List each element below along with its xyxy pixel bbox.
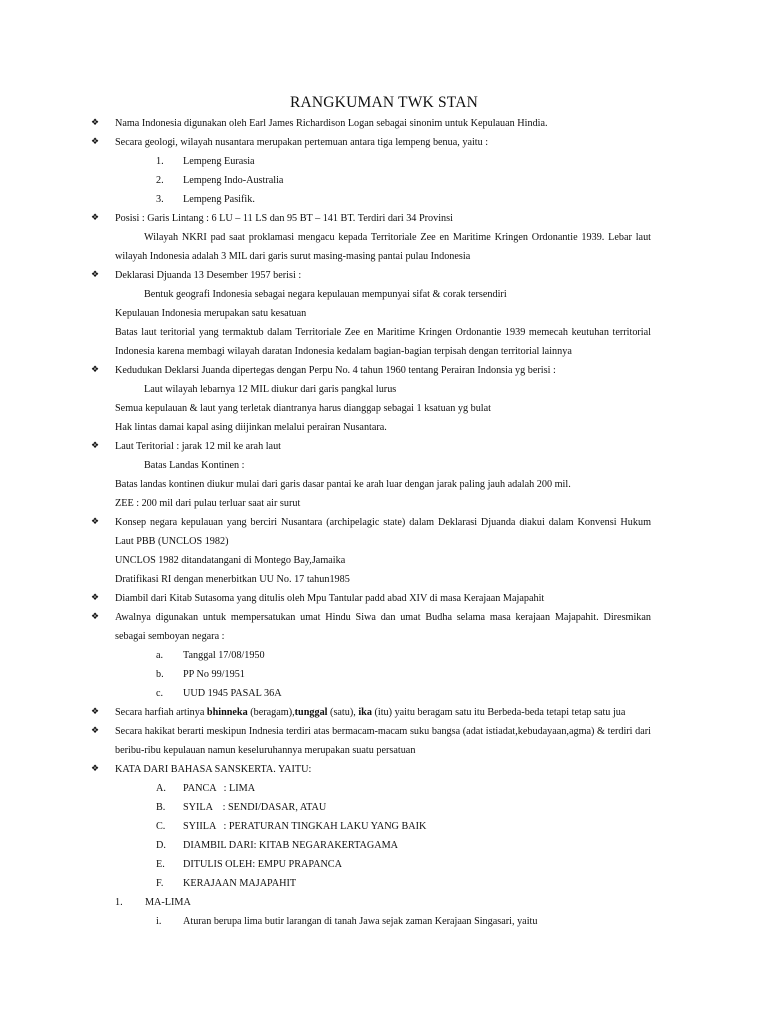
- item-text: Tanggal 17/08/1950: [183, 650, 265, 661]
- item-text: MA-LIMA: [145, 897, 191, 908]
- diamond-bullet-icon: ❖: [90, 441, 100, 451]
- bullet-text: Nama Indonesia digunakan oleh Earl James Richardison Logan sebagai sinonim untuk Kepulauan Hindia.: [115, 118, 548, 129]
- paragraph: Hak lintas damai kapal asing diijinkan melalui perairan Nusantara.: [115, 422, 387, 433]
- lettered-item: [115, 779, 651, 798]
- item-numeral: i.: [156, 916, 162, 927]
- diamond-bullet-icon: ❖: [90, 118, 100, 128]
- diamond-bullet-icon: ❖: [90, 726, 100, 736]
- item-text: SYILA : SENDI/DASAR, ATAU: [183, 802, 327, 813]
- diamond-bullet-icon: ❖: [90, 517, 100, 527]
- diamond-bullet-icon: ❖: [90, 365, 100, 375]
- text-run: Secara harfiah artinya: [115, 707, 207, 718]
- bullet-text: Deklarasi Djuanda 13 Desember 1957 berisi :: [115, 270, 302, 281]
- item-text: UUD 1945 PASAL 36A: [183, 688, 282, 699]
- bullet-item: [90, 608, 651, 646]
- paragraph: Batas laut teritorial yang termaktub dalam Territoriale Zee en Maritime Kringen Ordonantie 1939 memecah keutuhan territorial Indonesia karena membagi wilayah daratan Indonesia kedalam bagian-bagian terpisah dengan territorial lainnya: [115, 327, 651, 357]
- item-letter: a.: [156, 650, 164, 661]
- bullet-item: [90, 703, 651, 722]
- paragraph: Dratifikasi RI dengan menerbitkan UU No. 17 tahun1985: [115, 574, 350, 585]
- text-run: (beragam),: [247, 707, 295, 718]
- bold-term: bhinneka: [206, 707, 248, 718]
- item-letter: B.: [156, 802, 166, 813]
- numbered-item: [115, 171, 651, 190]
- item-text: DIAMBIL DARI: KITAB NEGARAKERTAGAMA: [183, 840, 398, 851]
- roman-item: [115, 912, 651, 931]
- bullet-text: Kedudukan Deklarsi Juanda dipertegas dengan Perpu No. 4 tahun 1960 tentang Perairan Indonsia yg berisi :: [115, 365, 556, 376]
- bullet-text: Laut Teritorial : jarak 12 mil ke arah laut: [115, 441, 281, 452]
- diamond-bullet-icon: ❖: [90, 270, 100, 280]
- bullet-item: [90, 513, 651, 551]
- lettered-item: [115, 836, 651, 855]
- bullet-item: [90, 114, 651, 133]
- bullet-item: [90, 760, 651, 779]
- bullet-text: [115, 707, 625, 718]
- numbered-heading: [115, 893, 651, 912]
- bullet-item: [90, 437, 651, 456]
- bullet-item: [90, 722, 651, 760]
- bullet-item: [90, 589, 651, 608]
- item-letter: b.: [156, 669, 164, 680]
- item-letter: E.: [156, 859, 165, 870]
- bullet-text: Awalnya digunakan untuk mempersatukan umat Hindu Siwa dan umat Budha selama masa kerajaan Majapahit. Diresmikan sebagai semboyan negara :: [115, 612, 651, 642]
- bold-term: tunggal: [294, 707, 328, 718]
- paragraph: Batas Landas Kontinen :: [144, 460, 245, 471]
- bullet-item: [90, 266, 651, 285]
- item-letter: C.: [156, 821, 166, 832]
- paragraph: Semua kepulauan & laut yang terletak diantranya harus dianggap sebagai 1 ksatuan yg bulat: [115, 403, 491, 414]
- item-text: PP No 99/1951: [183, 669, 245, 680]
- paragraph: Kepulauan Indonesia merupakan satu kesatuan: [115, 308, 307, 319]
- bullet-text: Diambil dari Kitab Sutasoma yang ditulis oleh Mpu Tantular padd abad XIV di masa Kerajaan Majapahit: [115, 593, 545, 604]
- item-number: 3.: [156, 194, 164, 205]
- numbered-item: [115, 152, 651, 171]
- lettered-item: [115, 665, 651, 684]
- lettered-item: [115, 874, 651, 893]
- item-text: DITULIS OLEH: EMPU PRAPANCA: [183, 859, 342, 870]
- diamond-bullet-icon: ❖: [90, 213, 100, 223]
- item-letter: A.: [156, 783, 166, 794]
- paragraph: Bentuk geografi Indonesia sebagai negara kepulauan mempunyai sifat & corak tersendiri: [144, 289, 507, 300]
- numbered-item: [115, 190, 651, 209]
- document-body: [90, 114, 651, 931]
- diamond-bullet-icon: ❖: [90, 707, 100, 717]
- bullet-text: Secara hakikat berarti meskipun Indnesia terdiri atas bermacam-macam suku bangsa (adat istiadat,kebudayaan,agma) & terdiri dari beribu-ribu kepulauan namun keseluruhannya merupakan suatu persatuan: [115, 726, 651, 756]
- item-text: Lempeng Eurasia: [183, 156, 255, 167]
- lettered-item: [115, 817, 651, 836]
- item-letter: F.: [156, 878, 164, 889]
- paragraph: UNCLOS 1982 ditandatangani di Montego Bay,Jamaika: [115, 555, 346, 566]
- text-run: (itu) yaitu beragam satu itu Berbeda-beda tetapi tetap satu jua: [371, 707, 626, 718]
- paragraph: Wilayah NKRI pad saat proklamasi mengacu kepada Territoriale Zee en Maritime Kringen Ordonantie 1939. Lebar laut wilayah Indonesia adalah 3 MIL dari garis surut masing-masing pantai pulau Indonesia: [115, 232, 651, 262]
- bullet-item: [90, 209, 651, 228]
- paragraph: Laut wilayah lebarnya 12 MIL diukur dari garis pangkal lurus: [144, 384, 397, 395]
- paragraph: ZEE : 200 mil dari pulau terluar saat air surut: [115, 498, 301, 509]
- item-text: Lempeng Indo-Australia: [183, 175, 284, 186]
- bullet-text: KATA DARI BAHASA SANSKERTA. YAITU:: [115, 764, 312, 775]
- bullet-text: Posisi : Garis Lintang : 6 LU – 11 LS dan 95 BT – 141 BT. Terdiri dari 34 Provinsi: [115, 213, 453, 224]
- item-text: SYIILA : PERATURAN TINGKAH LAKU YANG BAIK: [183, 821, 427, 832]
- lettered-item: [115, 646, 651, 665]
- lettered-item: [115, 855, 651, 874]
- item-text: KERAJAAN MAJAPAHIT: [183, 878, 297, 889]
- item-letter: D.: [156, 840, 166, 851]
- item-number: 2.: [156, 175, 164, 186]
- document-title: RANGKUMAN TWK STAN: [289, 94, 479, 111]
- item-text: PANCA : LIMA: [183, 783, 256, 794]
- lettered-item: [115, 798, 651, 817]
- item-number: 1.: [115, 897, 123, 908]
- diamond-bullet-icon: ❖: [90, 764, 100, 774]
- bold-term: ika: [358, 707, 372, 718]
- diamond-bullet-icon: ❖: [90, 612, 100, 622]
- text-run: (satu),: [327, 707, 359, 718]
- item-letter: c.: [156, 688, 164, 699]
- paragraph: Batas landas kontinen diukur mulai dari garis dasar pantai ke arah luar dengan jarak paling jauh adalah 200 mil.: [115, 479, 571, 490]
- lettered-item: [115, 684, 651, 703]
- diamond-bullet-icon: ❖: [90, 137, 100, 147]
- bullet-text: Secara geologi, wilayah nusantara merupakan pertemuan antara tiga lempeng benua, yaitu :: [115, 137, 489, 148]
- bullet-text: Konsep negara kepulauan yang berciri Nusantara (archipelagic state) dalam Deklarasi Djuanda diakui dalam Konvensi Hukum Laut PBB (UNCLOS 1982): [115, 517, 651, 547]
- item-text: Lempeng Pasifik.: [183, 194, 255, 205]
- item-text: Aturan berupa lima butir larangan di tanah Jawa sejak zaman Kerajaan Singasari, yaitu: [183, 916, 538, 927]
- diamond-bullet-icon: ❖: [90, 593, 100, 603]
- bullet-item: [90, 361, 651, 380]
- bullet-item: [90, 133, 651, 152]
- item-number: 1.: [156, 156, 164, 167]
